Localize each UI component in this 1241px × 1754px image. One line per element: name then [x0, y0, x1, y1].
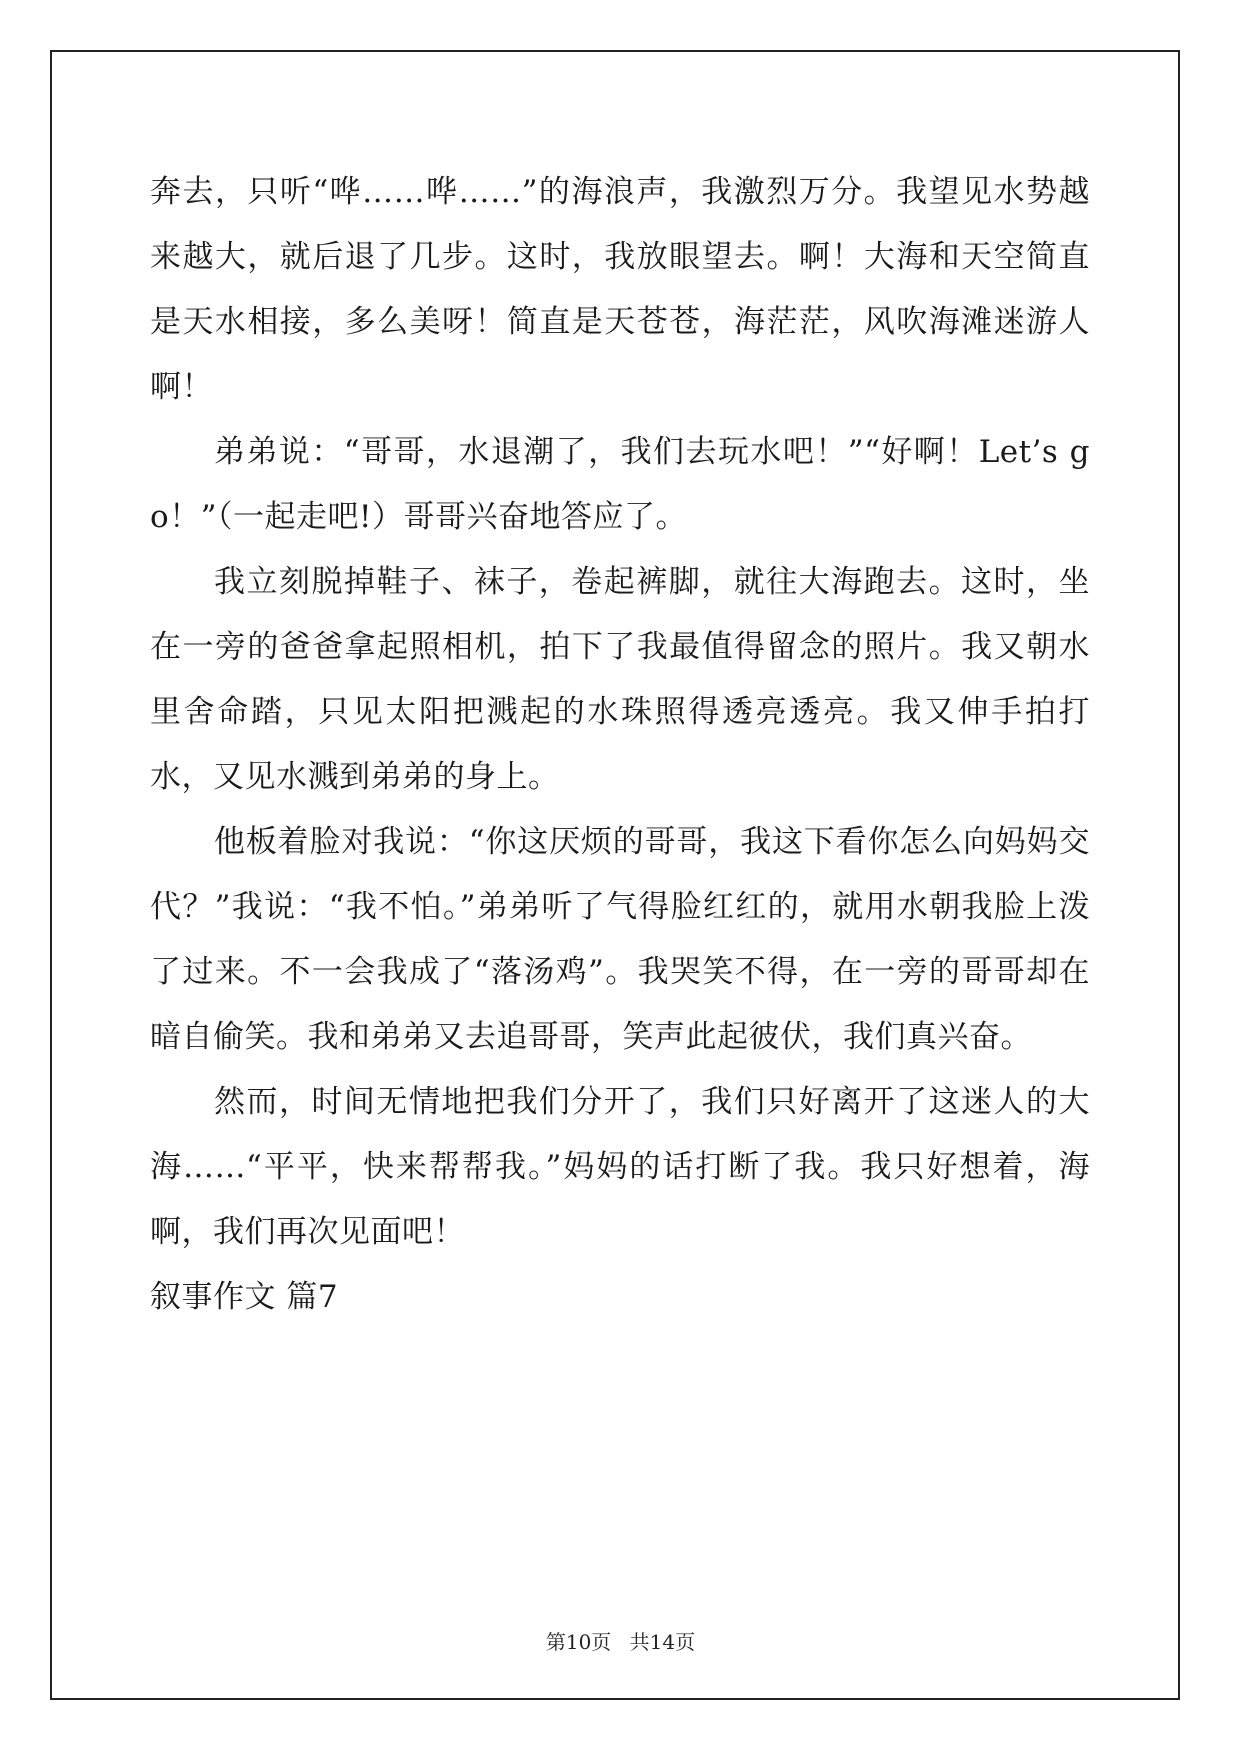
section-heading: 叙事作文 篇7 — [150, 1279, 339, 1315]
paragraph-3: 我立刻脱掉鞋子、袜子，卷起裤脚，就往大海跑去。这时，坐在一旁的爸爸拿起照相机，拍下了我最值得留念的照片。我又朝水里舍命踏，只见太阳把溅起的水珠照得透亮透亮。我又伸手拍打水，又见水溅到弟弟的身上。 — [150, 564, 1090, 795]
paragraph-4: 他板着脸对我说：“你这厌烦的哥哥，我这下看你怎么向妈妈交代？”我说：“我不怕。”弟弟听了气得脸红红的，就用水朝我脸上泼了过来。不一会我成了“落汤鸡”。我哭笑不得，在一旁的哥哥却在暗自偷笑。我和弟弟又去追哥哥，笑声此起彼伏，我们真兴奋。 — [150, 824, 1090, 1055]
page-total: 共14页 — [629, 1630, 696, 1654]
paragraph-5: 然而，时间无情地把我们分开了，我们只好离开了这迷人的大海……“平平，快来帮帮我。”妈妈的话打断了我。我只好想着，海啊，我们再次见面吧！ — [150, 1084, 1090, 1250]
paragraph-2: 弟弟说：“哥哥，水退潮了，我们去玩水吧！”“好啊！Let’s go！”（一起走吧!）哥哥兴奋地答应了。 — [150, 434, 1090, 535]
page-footer — [0, 1626, 1241, 1655]
paragraph-1: 奔去，只听“哗……哗……”的海浪声，我激烈万分。我望见水势越来越大，就后退了几步。这时，我放眼望去。啊！大海和天空简直是天水相接，多么美呀！简直是天苍苍，海茫茫，风吹海滩迷游人啊！ — [150, 174, 1090, 405]
document-body — [150, 160, 1090, 1330]
page-number: 第10页 — [545, 1630, 612, 1654]
